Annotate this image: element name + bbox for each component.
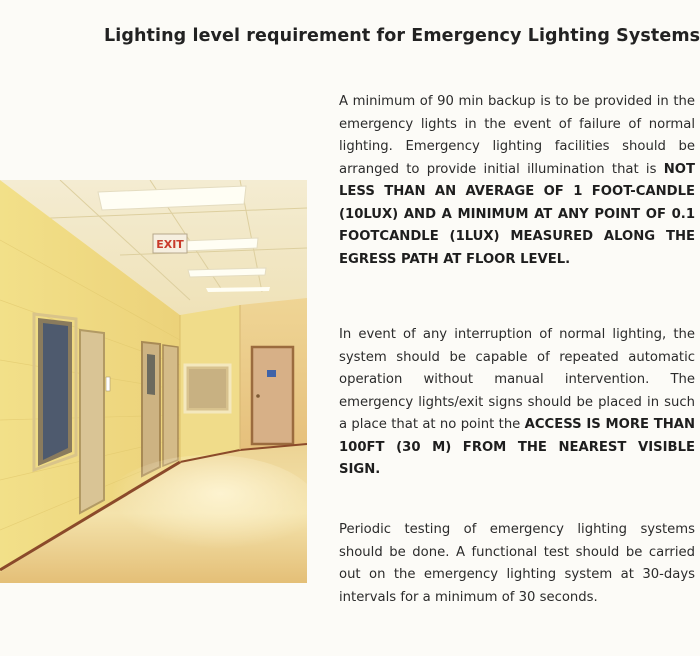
- svg-text:EXIT: EXIT: [156, 238, 184, 251]
- exit-sign: [153, 234, 187, 253]
- ceiling-light: [188, 268, 266, 277]
- paragraph-emphasis: NOT LESS THAN AN AVERAGE OF 1 FOOT-CANDLE (10LUX) AND A MINIMUM AT ANY POINT OF 0.1 FOOTCANDLE (1LUX) MEASURED ALONG THE EGRESS PATH AT FLOOR LEVEL.: [339, 161, 695, 267]
- corridor-photo: [0, 180, 307, 583]
- paragraph-text: Periodic testing of emergency lighting systems should be done. A functional test should be carried out on the emergency lighting system at 30-days intervals for a minimum of 30 seconds.: [339, 522, 695, 605]
- paragraph-emphasis: ACCESS IS MORE THAN 100FT (30 M) FROM THE NEAREST VISIBLE SIGN.: [339, 417, 695, 477]
- paragraph-text: A minimum of 90 min backup is to be provided in the emergency lights in the event of failure of normal lighting. Emergency lighting facilities should be arranged to provide initial illumination that is: [339, 94, 695, 177]
- page-title: Lighting level requirement for Emergency Lighting Systems: [104, 26, 700, 46]
- backup-requirement-paragraph: [339, 91, 695, 271]
- paragraph-text: In event of any interruption of normal lighting, the system should be capable of repeated automatic operation without manual intervention. The emergency lights/exit signs should be placed in such a place that at no point the: [339, 327, 695, 432]
- periodic-testing-paragraph: [339, 519, 695, 609]
- automatic-operation-paragraph: [339, 324, 695, 482]
- door: [80, 330, 104, 513]
